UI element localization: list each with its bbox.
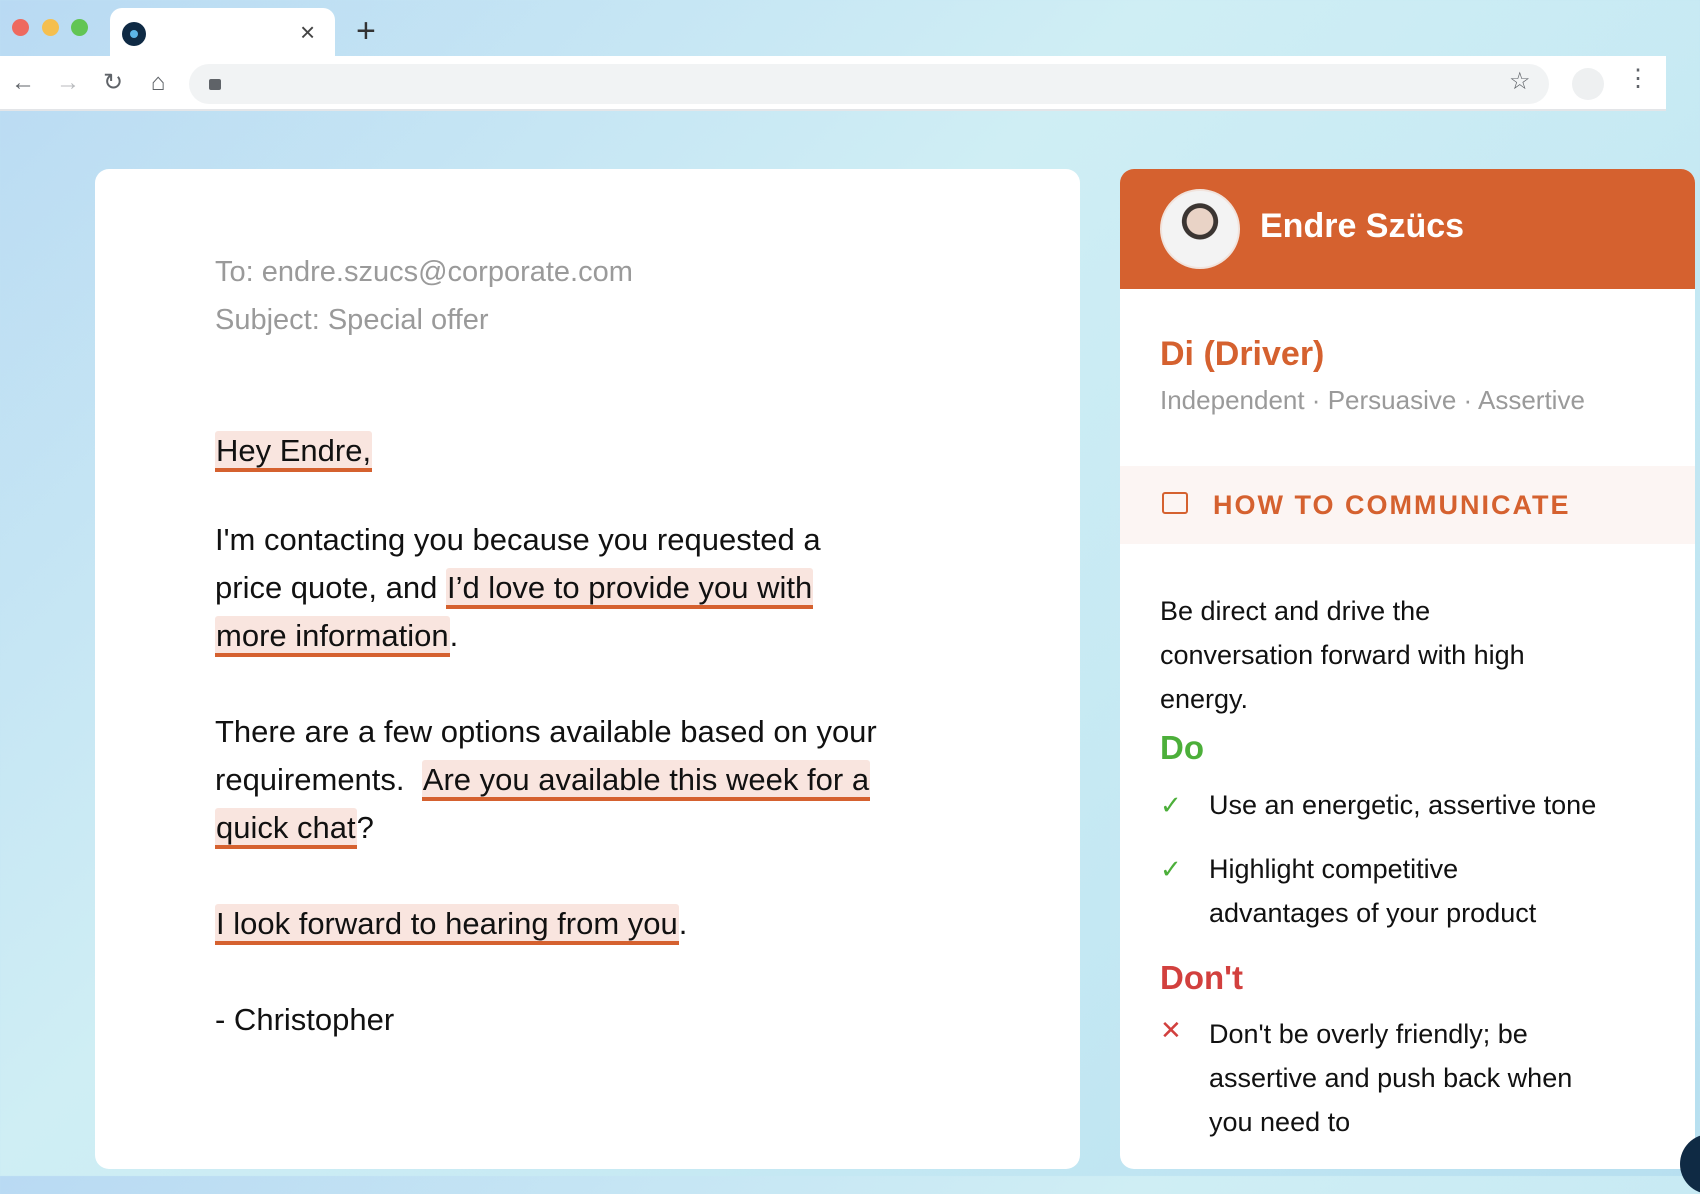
- highlighted-phrase[interactable]: more information: [215, 616, 450, 657]
- address-bar[interactable]: [189, 64, 1549, 104]
- email-draft[interactable]: [95, 169, 1080, 1169]
- body-line: There are a few options available based on your: [215, 714, 877, 749]
- dont-item-text: assertive and push back when: [1209, 1063, 1573, 1093]
- app-favicon-icon: [122, 22, 146, 46]
- body-text: requirements.: [215, 762, 422, 797]
- summary-line: conversation forward with high: [1160, 640, 1525, 670]
- body-line: I'm contacting you because you requested a: [215, 522, 821, 557]
- personality-panel: [1120, 169, 1695, 1169]
- x-icon: ✕: [1160, 1015, 1182, 1045]
- star-icon[interactable]: ☆: [1509, 68, 1531, 95]
- body-text: .: [678, 906, 688, 941]
- home-icon[interactable]: ⌂: [150, 69, 166, 96]
- dont-heading: Don't: [1160, 959, 1243, 996]
- dont-item-text: you need to: [1209, 1107, 1351, 1137]
- close-window-button[interactable]: [12, 19, 29, 36]
- personality-traits: Independent · Persuasive · Assertive: [1160, 385, 1585, 415]
- check-icon: ✓: [1160, 790, 1182, 820]
- profile-avatar-button[interactable]: [1572, 68, 1604, 100]
- signature: - Christopher: [215, 1002, 395, 1037]
- do-item-text: Use an energetic, assertive tone: [1209, 790, 1597, 820]
- browser-toolbar: [0, 56, 1666, 111]
- avatar: [1160, 189, 1240, 269]
- back-icon[interactable]: ←: [11, 69, 35, 96]
- body-text: .: [449, 618, 459, 653]
- check-icon: ✓: [1160, 854, 1182, 884]
- summary-line: Be direct and drive the: [1160, 596, 1431, 626]
- browser-tab[interactable]: [110, 8, 335, 58]
- section-title: HOW TO COMMUNICATE: [1213, 490, 1571, 520]
- menu-icon[interactable]: ⋮: [1626, 65, 1650, 92]
- maximize-window-button[interactable]: [71, 19, 88, 36]
- highlighted-phrase[interactable]: Hey Endre,: [215, 431, 372, 472]
- summary-line: energy.: [1160, 684, 1249, 714]
- email-to: To: endre.szucs@corporate.com: [215, 256, 633, 288]
- email-subject: Subject: Special offer: [215, 304, 489, 336]
- section-header: [1120, 466, 1695, 544]
- body-text: ?: [356, 810, 374, 845]
- reload-icon[interactable]: ↻: [102, 69, 124, 96]
- do-item-text: advantages of your product: [1209, 898, 1537, 928]
- dont-item-text: Don't be overly friendly; be: [1209, 1019, 1528, 1049]
- profile-name: Endre Szücs: [1260, 207, 1465, 245]
- do-heading: Do: [1160, 729, 1204, 766]
- chat-bubble-icon: [1162, 492, 1188, 514]
- highlighted-phrase[interactable]: Are you available this week for a: [422, 760, 870, 801]
- profile-header: [1120, 169, 1695, 289]
- do-item-text: Highlight competitive: [1209, 854, 1459, 884]
- body-text: price quote, and: [215, 570, 446, 605]
- highlighted-phrase[interactable]: I’d love to provide you with: [446, 568, 813, 609]
- lock-icon: [209, 79, 221, 90]
- highlighted-phrase[interactable]: quick chat: [215, 808, 357, 849]
- tab-close-icon[interactable]: ×: [300, 17, 316, 47]
- new-tab-button[interactable]: +: [356, 12, 376, 50]
- summary: [1160, 589, 1525, 721]
- forward-icon[interactable]: →: [56, 69, 80, 96]
- highlighted-phrase[interactable]: I look forward to hearing from you: [215, 904, 679, 945]
- minimize-window-button[interactable]: [42, 19, 59, 36]
- personality-type: Di (Driver): [1160, 335, 1325, 373]
